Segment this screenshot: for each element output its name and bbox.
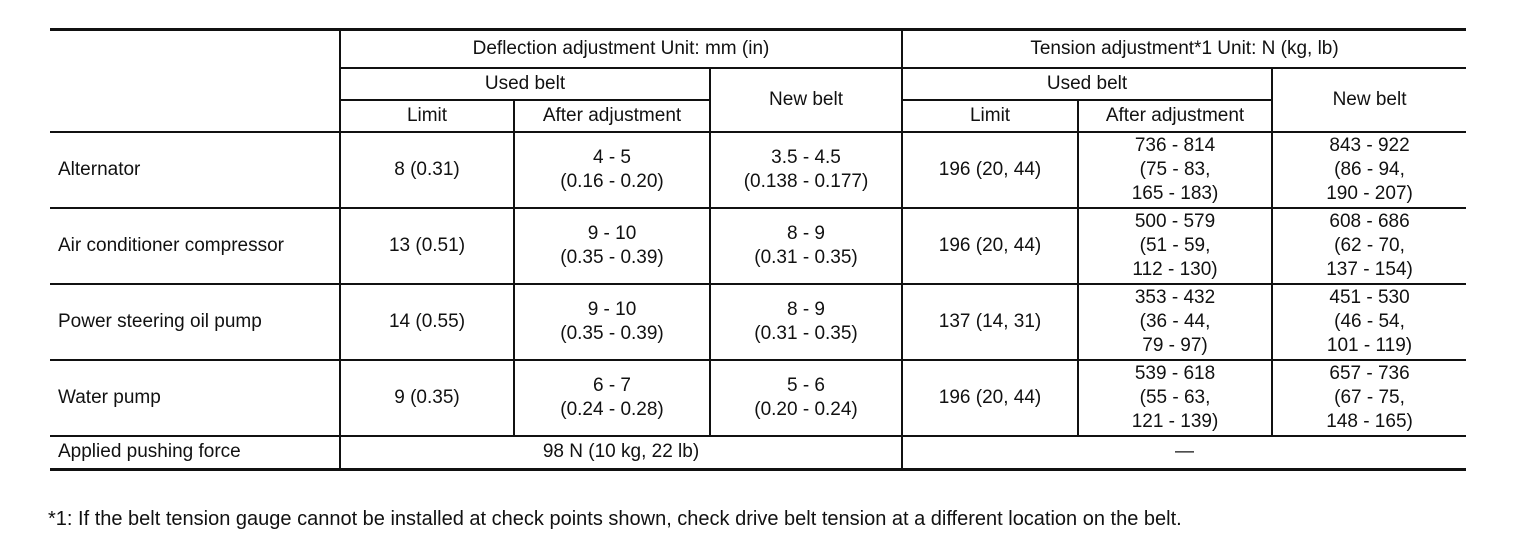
deflection-new-cell: 8 - 9 (0.31 - 0.35) [710, 208, 902, 284]
deflection-after-cell: 6 - 7 (0.24 - 0.28) [514, 360, 710, 436]
footnote: *1: If the belt tension gauge cannot be installed at check points shown, check drive belt tension at a different location on the belt. [48, 508, 1182, 530]
table-row-air-conditioner-compressor [50, 208, 1466, 284]
tension-header: Tension adjustment*1 Unit: N (kg, lb) [902, 30, 1466, 68]
corner-cell [50, 30, 340, 132]
pushing-force-label: Applied pushing force [50, 436, 340, 470]
row-label: Water pump [50, 360, 340, 436]
deflection-after-adjustment-header: After adjustment [514, 100, 710, 132]
tension-new-cell: 657 - 736 (67 - 75, 148 - 165) [1272, 360, 1466, 436]
deflection-after-cell: 9 - 10 (0.35 - 0.39) [514, 208, 710, 284]
tension-after-cell: 736 - 814 (75 - 83, 165 - 183) [1078, 132, 1272, 208]
deflection-new-cell: 8 - 9 (0.31 - 0.35) [710, 284, 902, 360]
deflection-after-cell: 4 - 5 (0.16 - 0.20) [514, 132, 710, 208]
deflection-limit-cell: 14 (0.55) [340, 284, 514, 360]
tension-limit-cell: 196 (20, 44) [902, 360, 1078, 436]
tension-after-cell: 539 - 618 (55 - 63, 121 - 139) [1078, 360, 1272, 436]
pushing-force-tension-value: — [902, 436, 1466, 470]
table-row-pushing-force [50, 436, 1466, 470]
deflection-limit-header: Limit [340, 100, 514, 132]
pushing-force-deflection-value: 98 N (10 kg, 22 lb) [340, 436, 902, 470]
row-label: Air conditioner compressor [50, 208, 340, 284]
table-row-power-steering-oil-pump [50, 284, 1466, 360]
belt-spec-table [50, 28, 1466, 471]
tension-after-cell: 353 - 432 (36 - 44, 79 - 97) [1078, 284, 1272, 360]
deflection-new-belt-header: New belt [710, 68, 902, 132]
tension-new-cell: 843 - 922 (86 - 94, 190 - 207) [1272, 132, 1466, 208]
tension-new-cell: 608 - 686 (62 - 70, 137 - 154) [1272, 208, 1466, 284]
tension-new-belt-header: New belt [1272, 68, 1466, 132]
tension-after-cell: 500 - 579 (51 - 59, 112 - 130) [1078, 208, 1272, 284]
table-row-water-pump [50, 360, 1466, 436]
row-label: Power steering oil pump [50, 284, 340, 360]
tension-new-cell: 451 - 530 (46 - 54, 101 - 119) [1272, 284, 1466, 360]
tension-after-adjustment-header: After adjustment [1078, 100, 1272, 132]
deflection-after-cell: 9 - 10 (0.35 - 0.39) [514, 284, 710, 360]
deflection-new-cell: 5 - 6 (0.20 - 0.24) [710, 360, 902, 436]
tension-limit-header: Limit [902, 100, 1078, 132]
deflection-limit-cell: 13 (0.51) [340, 208, 514, 284]
deflection-limit-cell: 9 (0.35) [340, 360, 514, 436]
tension-limit-cell: 196 (20, 44) [902, 132, 1078, 208]
tension-limit-cell: 196 (20, 44) [902, 208, 1078, 284]
deflection-limit-cell: 8 (0.31) [340, 132, 514, 208]
deflection-header: Deflection adjustment Unit: mm (in) [340, 30, 902, 68]
table-row-alternator [50, 132, 1466, 208]
row-label: Alternator [50, 132, 340, 208]
deflection-used-belt-header: Used belt [340, 68, 710, 100]
tension-limit-cell: 137 (14, 31) [902, 284, 1078, 360]
deflection-new-cell: 3.5 - 4.5 (0.138 - 0.177) [710, 132, 902, 208]
tension-used-belt-header: Used belt [902, 68, 1272, 100]
